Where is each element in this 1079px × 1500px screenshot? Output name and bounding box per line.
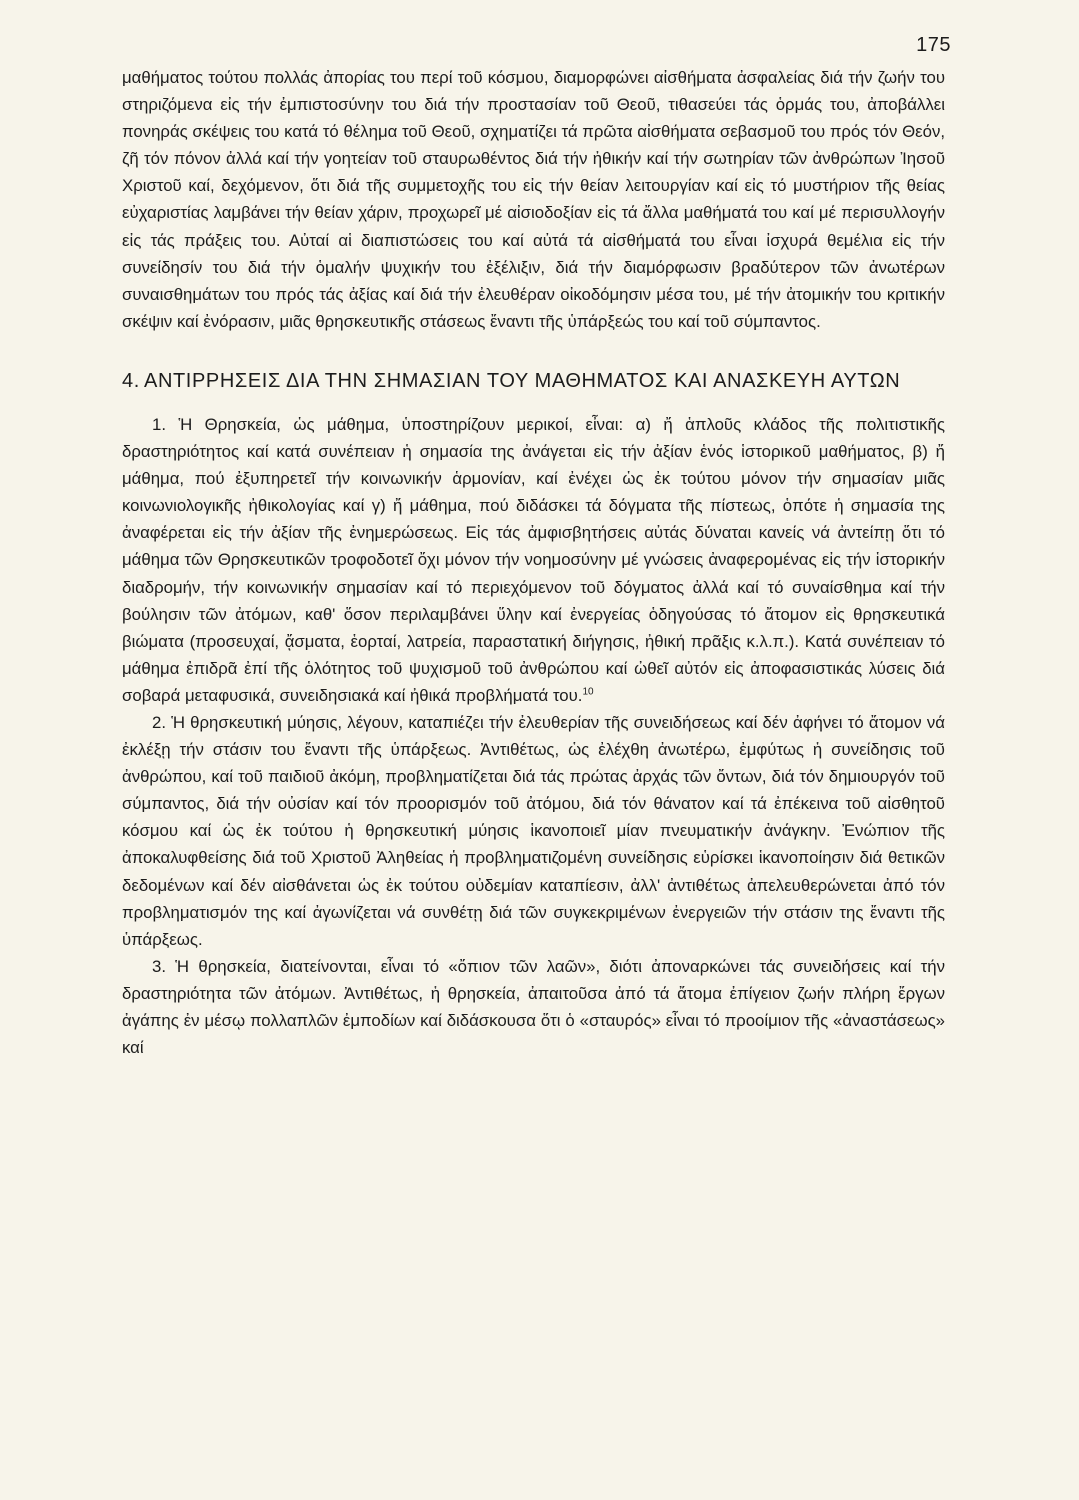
paragraph-1-text: 1. Ἡ Θρησκεία, ὡς μάθημα, ὑποστηρίζουν μερικοί, εἶναι: α) ἤ ἁπλοῦς κλάδος τῆς πολιτιστικῆς δραστηριότητος καί κατά συνέπειαν ἡ σημασία της ἀνάγεται εἰς τήν ἀξίαν ἑνός ἱστορικοῦ μαθήματος, β) ἤ μάθημα, πού ἐξυπηρετεῖ τήν κοινωνικήν ἁρμονίαν, καί ἐνέχει ὡς ἐκ τούτου μόνον τήν σημασίαν μιᾶς κοινωνιολογικῆς ἠθικολογίας καί γ) ἤ μάθημα, πού διδάσκει τά δόγματα τῆς πίστεως, ὁπότε ἡ σημασία της ἀναφέρεται εἰς τήν ἀξίαν τῆς ἐνημερώσεως. Εἰς τάς ἀμφισβητήσεις αὐτάς δύναται κανείς νά ἀντείπῃ ὅτι τό μάθημα τῶν Θρησκευτικῶν τροφοδοτεῖ ὄχι μόνον τήν νοημοσύνην μέ γνώσεις ἀναφερομένας εἰς τήν ἱστορικήν διαδρομήν, τήν κοινωνικήν σημασίαν καί τό περιεχόμενον τοῦ δόγματος ἀλλά καί τό συναίσθημα καί τήν βούλησιν τῶν ἀτόμων, καθ' ὅσον περιλαμβάνει ὕλην καί ἐνεργείας ὁδηγούσας τό ἄτομον εἰς θρησκευτικά βιώματα (προσευχαί, ᾄσματα, ἑορταί, λατρεία, παραστατική διήγησις, ἠθική πρᾶξις κ.λ.π.). Κατά συνέπειαν τό μάθημα ἐπιδρᾶ ἐπί τῆς ὁλότητος τοῦ ψυχισμοῦ τοῦ ἀνθρώπου καί ὠθεῖ αὐτόν εἰς ἀποφασιστικάς λύσεις διά σοβαρά μεταφυσικά, συνειδησιακά καί ἠθικά προβλήματά του.: [122, 414, 945, 705]
paragraph-3-text: 3. Ἡ θρησκεία, διατείνονται, εἶναι τό «ὄπιον τῶν λαῶν», διότι ἀποναρκώνει τάς συνειδήσεις καί τήν δραστηριότητα τῶν ἀτόμων. Ἀντιθέτως, ἡ θρησκεία, ἀπαιτοῦσα ἀπό τά ἄτομα ἐπίγειον ζωήν πλήρη ἔργων ἀγάπης ἐν μέσῳ πολλαπλῶν ἐμποδίων καί διδάσκουσα ὅτι ὁ «σταυρός» εἶναι τό προοίμιον τῆς «ἀναστάσεως» καί: [122, 956, 945, 1058]
section-heading: [122, 369, 945, 393]
section-title: ΑΝΤΙΡΡΗΣΕΙΣ ΔΙΑ ΤΗΝ ΣΗΜΑΣΙΑΝ ΤΟΥ ΜΑΘΗΜΑΤΟΣ ΚΑΙ ΑΝΑΣΚΕΥΗ ΑΥΤΩΝ: [144, 369, 901, 392]
intro-paragraph: μαθήματος τούτου πολλάς ἀπορίας του περί τοῦ κόσμου, διαμορφώνει αἰσθήματα ἀσφαλείας διά τήν ζωήν του στηριζόμενα εἰς τήν ἐμπιστοσύνην του διά τήν προστασίαν τοῦ Θεοῦ, τιθασεύει τάς ὁρμάς του, ἀποβάλλει πονηράς σκέψεις του κατά τό θέλημα τοῦ Θεοῦ, σχηματίζει τά πρῶτα αἰσθήματα σεβασμοῦ του πρός τόν Θεόν, ζῆ τόν πόνον ἀλλά καί τήν γοητείαν τοῦ σταυρωθέντος διά τήν ἠθικήν καί τήν σωτηρίαν τῶν ἀνθρώπων Ἰησοῦ Χριστοῦ καί, δεχόμενον, ὅτι διά τῆς συμμετοχῆς του εἰς τήν θείαν λειτουργίαν καί εἰς τό μυστήριον τῆς θείας εὐχαριστίας λαμβάνει τήν θείαν χάριν, προχωρεῖ μέ αἰσιοδοξίαν εἰς τά ἄλλα μαθήματά του καί μέ περισυλλογήν εἰς τάς πράξεις του. Αὐταί αἱ διαπιστώσεις του καί αὐτά τά αἰσθήματά του εἶναι ἰσχυρά θεμέλια εἰς τήν συνείδησίν του διά τήν ὁμαλήν ψυχικήν του ἐξέλιξιν, διά τήν διαμόρφωσιν βραδύτερον τῶν ἀνωτέρων συναισθημάτων του πρός τάς ἀξίας καί διά τήν ἐλευθέραν οἰκοδόμησιν μέσα του, μέ τήν ἀτομικήν του κριτικήν σκέψιν καί ἐνόρασιν, μιᾶς θρησκευτικῆς στάσεως ἔναντι τῆς ὑπάρξεώς του καί τοῦ σύμπαντος.: [122, 68, 945, 331]
paragraph-2-text: 2. Ἡ θρησκευτική μύησις, λέγουν, καταπιέζει τήν ἐλευθερίαν τῆς συνειδήσεως καί δέν ἀφήνει τό ἄτομον νά ἐκλέξῃ τήν στάσιν του ἔναντι τῆς ὑπάρξεως. Ἀντιθέτως, ὡς ἐλέχθη ἀνωτέρω, ἐμφύτως ἡ συνείδησις τοῦ ἀνθρώπου, καί τοῦ παιδιοῦ ἀκόμη, προβληματίζεται διά τάς πρώτας ἀρχάς τῶν ὄντων, διά τόν δημιουργόν τοῦ σύμπαντος, διά τήν οὐσίαν καί τόν προορισμόν τοῦ ἀτόμου, διά τόν θάνατον καί τά ἐπέκεινα τοῦ αἰσθητοῦ κόσμου καί ὡς ἐκ τούτου ἡ θρησκευτική μύησις ἱκανοποιεῖ μίαν πνευματικήν ἀνάγκην. Ἐνώπιον τῆς ἀποκαλυφθείσης διά τοῦ Χριστοῦ Ἀληθείας ἡ προβληματιζομένη συνείδησις εὑρίσκει ἱκανοποίησιν διά θετικῶν δεδομένων καί δέν αἰσθάνεται ὡς ἐκ τούτου οὐδεμίαν καταπίεσιν, ἀλλ' ἀντιθέτως ἀπελευθερώνεται ἀπό τόν προβληματισμόν της καί ἀγωνίζεται νά συνθέτῃ διά τῶν συγκεκριμένων ἐνεργειῶν τήν στάσιν της ἔναντι τῆς ὑπάρξεως.: [122, 712, 945, 949]
page-number: 175: [916, 34, 951, 56]
numbered-paragraph-1: [122, 411, 945, 709]
numbered-paragraph-2: [122, 709, 945, 953]
numbered-paragraph-3: [122, 953, 945, 1061]
page-body: [122, 64, 945, 1061]
footnote-marker: 10: [582, 686, 594, 698]
section-number: 4.: [122, 369, 140, 392]
